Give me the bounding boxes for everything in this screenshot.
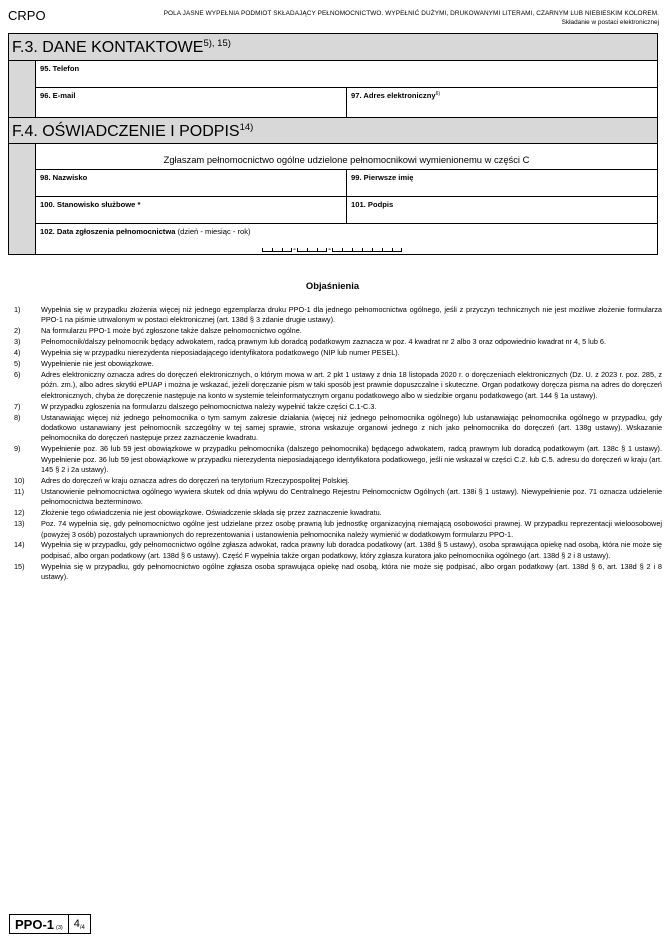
list-item: 2) Na formularzu PPO-1 może być zgłoszone także dalsze pełnomocnictwo ogólne. xyxy=(14,326,302,336)
phone-label: 95. Telefon xyxy=(40,64,80,73)
list-item: 14) Wypełnia się w przypadku, gdy pełnomocnictwo ogólne zgłasza adwokat, radca prawny lub doradca podatkowy (art. 138d § 5 ustawy), osoba sprawująca opiekę nad osobą, która nie może się podpisać, albo organ podatkowy (art. 138d § 6 ustawy). Część F wypełnia także organ podatkowy, który zgłasza kuratora jako pełnomocnika ogólnego (art. 138d § 2 i 8 ustawy). xyxy=(14,540,662,560)
list-item: 9) Wypełnienie poz. 36 lub 59 jest obowiązkowe w przypadku pełnomocnika (dalszego pełnomocnika) będącego adwokatem, radcą prawnym lub doradcą podatkowym (art. 138c § 1 ustawy). Wypełnienie poz. 36 lub 59 jest obowiązkowe w przypadku nierezydenta nieposiadającego identyfikatora podatkowego, jeśli nie wskazał w części C.2. lub C.5. adresu do doręczeń w kraju (art. 145 § 2 i 2a ustawy). xyxy=(14,444,662,475)
date-format-hint: (dzień - miesiąc - rok) xyxy=(177,227,251,236)
list-item: 13) Poz. 74 wypełnia się, gdy pełnomocnictwo ogólne jest udzielane przez osobę prawną lub jednostkę organizacyjną niemającą osobowości prawnej. W przypadku reprezentacji wieloosobowej (powyżej 3 osób) pozostałych uprawnionych do reprezentowania i ustanowienia pełnomocnika należy wymienić w dodatkowym formularzu PPO-1. xyxy=(14,519,662,539)
list-item: 15) Wypełnia się w przypadku, gdy pełnomocnictwo ogólne zgłasza osoba sprawująca opiekę nad osobą, która nie może się podpisać, albo organ podatkowy (art. 138d § 6, art. 138d § 2 i 8 ustawy). xyxy=(14,561,662,582)
form-code: PPO-1 xyxy=(15,916,55,932)
phone-field[interactable] xyxy=(36,61,657,87)
explanations-list xyxy=(14,305,662,583)
electronic-address-footnote-ref: 6) xyxy=(435,91,441,97)
form-version: (3) xyxy=(56,925,63,931)
list-item: 11) Ustanowienie pełnomocnictwa ogólnego wywiera skutek od dnia wpływu do Centralnego Rejestru Pełnomocnictw Ogólnych (art. 138i § 1 ustawy). Niewypełnienie poz. 71 oznacza udzielenie pełnomocnictwa bezterminowo. xyxy=(14,486,662,507)
fill-instructions: POLA JASNE WYPEŁNIA PODMIOT SKŁADAJĄCY PEŁNOMOCNICTWO. WYPEŁNIĆ DUŻYMI, DRUKOWANYMI LITERAMI, CZARNYM LUB NIEBIESKIM KOLOREM. xyxy=(163,10,659,17)
position-label: 100. Stanowisko służbowe * xyxy=(40,200,141,209)
page-footer xyxy=(9,914,91,934)
first-name-field[interactable] xyxy=(346,170,657,196)
section-f4-gutter xyxy=(9,144,36,254)
signature-field[interactable] xyxy=(346,197,657,223)
list-item: 12) Złożenie tego oświadczenia nie jest obowiązkowe. Oświadczenie składa się przez zaznaczenie kwadratu. xyxy=(14,508,382,518)
submission-note: Składanie w postaci elektronicznej xyxy=(561,19,659,26)
section-f4-body xyxy=(9,144,657,254)
surname-field[interactable] xyxy=(36,170,346,196)
list-item: 6) Adres elektroniczny oznacza adres do doręczeń elektronicznych, o którym mowa w art. 2 pkt 1 ustawy z dnia 18 listopada 2020 r. o doręczeniach elektronicznych (Dz. U. z 2023 r. poz. 285, z późn. zm.), albo adres skrytki ePUAP i można je wskazać, jeżeli doręczanie pism w taki sposób jest prawnie dopuszczalne i skuteczne. Organ podatkowy doręcza pisma na adres do doręczeń elektronicznych, chyba że doręczenie następuje na konto w systemie teleinformatycznym organu podatkowego albo w siedzibie organu podatkowego (art. 144 § 1a ustawy). xyxy=(14,369,662,400)
list-item: 8) Ustanawiając więcej niż jednego pełnomocnika o tym samym zakresie działania (więcej niż jednego pełnomocnika ogólnego) lub ustanawiając pełnomocnika ogólnego w przypadku, gdy dodatkowo ustanawiany jest pełnomocnik szczególny w tej samej sprawie, strona wskazuje organowi jednego z nich jako pełnomocnika do doręczeń (art. 138g ustawy). Wskazanie pełnomocnika do doręczeń następuje przez zaznaczenie kwadratu. xyxy=(14,412,662,443)
section-f3-footnote-refs: 5), 15) xyxy=(203,38,231,49)
section-f4-header xyxy=(9,117,657,144)
section-f3-header xyxy=(9,34,657,61)
declaration-text: Zgłaszam pełnomocnictwo ogólne udzielone pełnomocnikowi wymienionemu w części C xyxy=(163,154,530,165)
first-name-label: 99. Pierwsze imię xyxy=(351,173,414,182)
surname-label: 98. Nazwisko xyxy=(40,173,88,182)
electronic-address-field[interactable] xyxy=(346,88,657,117)
section-f4-footnote-ref: 14) xyxy=(239,122,254,133)
email-field[interactable] xyxy=(36,88,346,117)
section-f3-body xyxy=(9,61,657,117)
section-f3-title: F.3. DANE $KONTAKTOWE^{5), 15)}$ xyxy=(12,38,231,56)
electronic-address-label: 97. Adres elektroniczny xyxy=(351,91,436,100)
list-item: 5) Wypełnienie nie jest obowiązkowe. xyxy=(14,359,154,369)
section-f3-gutter xyxy=(9,61,36,117)
signature-label: 101. Podpis xyxy=(351,200,394,209)
form-part-f xyxy=(8,33,658,255)
list-item: 7) W przypadku zgłoszenia na formularzu dalszego pełnomocnictwa należy wypełnić także części C.1-C.3. xyxy=(14,401,377,411)
form-code-box xyxy=(10,915,68,933)
list-item: 1) Wypełnia się w przypadku złożenia więcej niż jednego egzemplarza druku PPO-1 dla jednego pełnomocnictwa ogólnego, jeśli z przyczyn technicznych nie jest możliwe złożenie formularza PPO-1 na piśmie utrwalonym w postaci elektronicznej (art. 138d § 3 zdanie drugie ustawy). xyxy=(14,305,662,325)
position-field[interactable] xyxy=(36,197,346,223)
date-input-boxes[interactable]: - - xyxy=(262,248,402,252)
document-code: CRPO xyxy=(8,8,46,23)
email-label: 96. E-mail xyxy=(40,91,76,100)
list-item: 10) Adres do doręczeń w kraju oznacza adres do doręczeń na terytorium Rzeczypospolitej Polskiej. xyxy=(14,476,350,485)
explanations-title: Objaśnienia xyxy=(305,280,360,291)
list-item: 3) Pełnomocnik/dalszy pełnomocnik będący adwokatem, radcą prawnym lub doradcą podatkowym zaznacza w poz. 4 kwadrat nr 2 albo 3 oraz odpowiednio kwadrat nr 4, 5 lub 6. xyxy=(14,337,607,347)
page-number: 4 xyxy=(73,918,80,930)
submission-date-label: 102. Data zgłoszenia pełnomocnictwa xyxy=(40,227,176,236)
section-f4-title: F.4. OŚWIADCZENIE I PODPIS$^{14)}$ xyxy=(12,122,254,140)
list-item: 4) Wypełnia się w przypadku nierezydenta nieposiadającego identyfikatora podatkowego (NIP lub numer PESEL). xyxy=(14,348,400,358)
page-total: /4 xyxy=(79,925,85,931)
page-number-box xyxy=(68,915,90,933)
submission-date-field[interactable] xyxy=(36,224,657,254)
